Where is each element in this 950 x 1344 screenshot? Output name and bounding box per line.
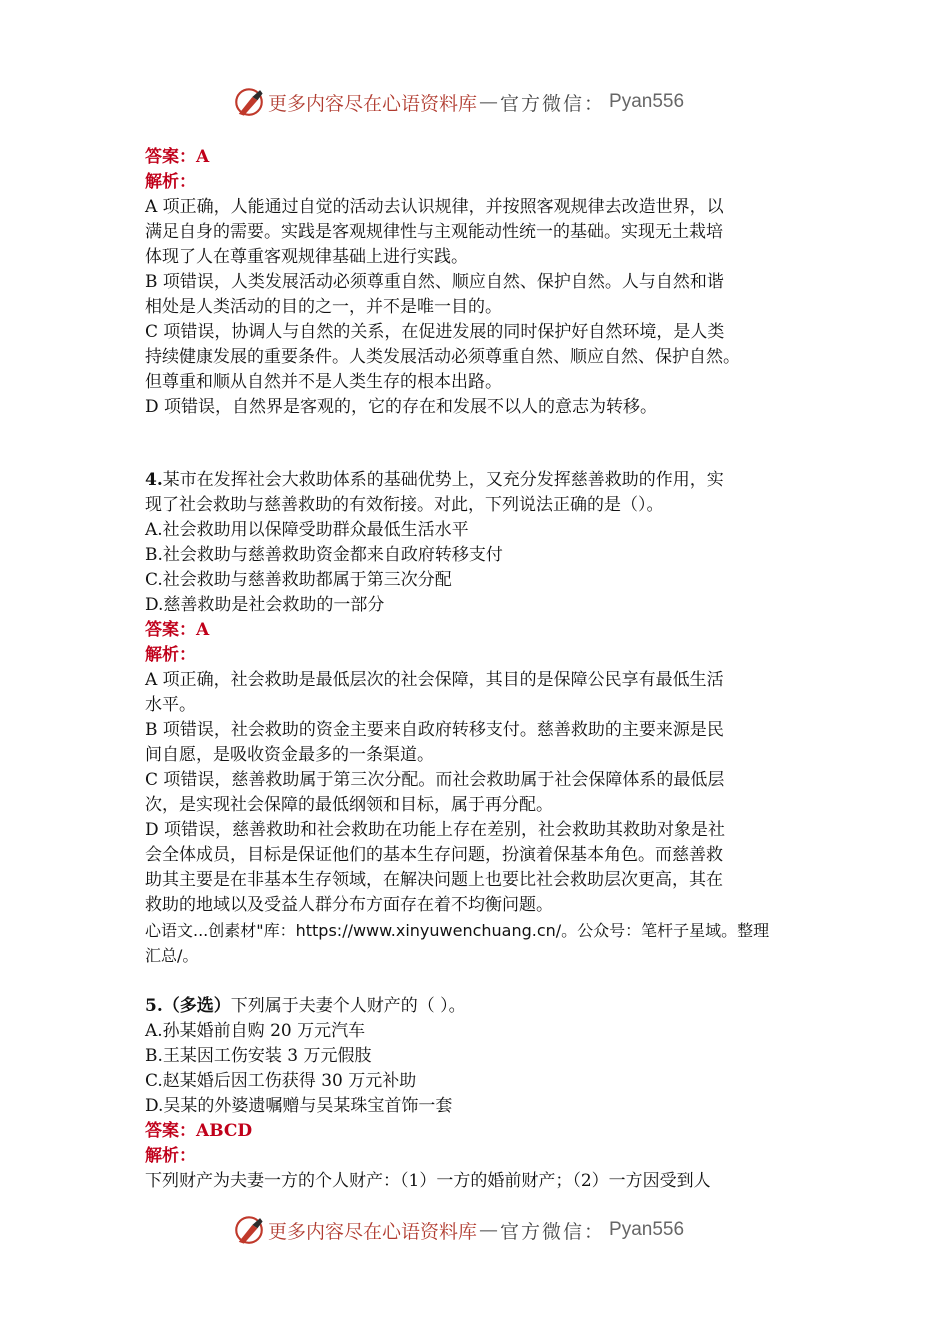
q5-analysis-line: 下列财产为夫妻一方的个人财产：（1）一方的婚前财产；（2）一方因受到人 — [145, 1171, 711, 1191]
q4-analysis-line: 水平。 — [145, 695, 196, 715]
q3-analysis-line: 满足自身的需要。实践是客观规律性与主观能动性统一的基础。实现无土栽培 — [145, 222, 723, 242]
document-body — [145, 145, 810, 1194]
banner-slogan: 更多内容尽在心语资料库 — [268, 1220, 478, 1243]
q5-option-d: D.吴某的外婆遗嘱赠与吴某珠宝首饰一套 — [145, 1096, 453, 1116]
banner-colon: ： — [584, 92, 604, 115]
banner-wechat-label: 官方微信 — [500, 1220, 585, 1243]
q4-analysis-line: 会全体成员，目标是保证他们的基本生存问题，扮演着保基本角色。而慈善救 — [145, 845, 723, 865]
spacer — [145, 968, 810, 994]
q3-analysis-line: B 项错误，人类发展活动必须尊重自然、顺应自然、保护自然。人与自然和谐 — [145, 272, 724, 292]
q3-answer: 答案：A — [145, 147, 210, 167]
q4-stem-text: 某市在发挥社会大救助体系的基础优势上，又充分发挥慈善救助的作用，实 — [162, 470, 724, 490]
pen-nib-icon — [232, 85, 266, 119]
q4-analysis-line: 救助的地域以及受益人群分布方面存在着不均衡问题。 — [145, 895, 553, 915]
q4-analysis-line: 助其主要是在非基本生存领域，在解决问题上也要比社会救助层次更高，其在 — [145, 870, 723, 890]
q4-analysis-line: C 项错误，慈善救助属于第三次分配。而社会救助属于社会保障体系的最低层 — [145, 770, 725, 790]
q4-answer: 答案：A — [145, 620, 210, 640]
q3-analysis-label: 解析： — [145, 172, 196, 192]
q5-answer: 答案：ABCD — [145, 1121, 253, 1141]
banner-colon: ： — [584, 1220, 604, 1243]
q4-stem-line — [145, 468, 810, 493]
header-banner — [232, 84, 684, 120]
q4-option-b: B.社会救助与慈善救助资金都来自政府转移支付 — [145, 545, 503, 565]
banner-account: Pyan556 — [609, 91, 685, 112]
q4-analysis-line: 次，是实现社会保障的最低纲领和目标，属于再分配。 — [145, 795, 553, 815]
banner-account: Pyan556 — [609, 1219, 685, 1240]
q4-analysis-line: B 项错误，社会救助的资金主要来自政府转移支付。慈善救助的主要来源是民 — [145, 720, 724, 740]
q3-analysis-line: 但尊重和顺从自然并不是人类生存的根本出路。 — [145, 372, 502, 392]
banner-separator: — — [479, 1219, 499, 1241]
q4-number: 4. — [145, 470, 163, 490]
q4-stem-line: 现了社会救助与慈善救助的有效衔接。对此，下列说法正确的是（）。 — [145, 495, 664, 515]
spacer — [145, 420, 810, 468]
q4-option-c: C.社会救助与慈善救助都属于第三次分配 — [145, 570, 452, 590]
q5-stem-line — [145, 994, 810, 1019]
q4-option-d: D.慈善救助是社会救助的一部分 — [145, 595, 385, 615]
q5-option-a: A.孙某婚前自购 20 万元汽车 — [145, 1021, 366, 1041]
q5-stem-text: 下列属于夫妻个人财产的（ ）。 — [230, 996, 466, 1016]
footer-banner — [232, 1212, 684, 1248]
banner-wechat-label: 官方微信 — [500, 92, 585, 115]
q5-option-c: C.赵某婚后因工伤获得 30 万元补助 — [145, 1071, 417, 1091]
pen-nib-icon — [232, 1213, 266, 1247]
banner-separator: — — [479, 91, 499, 113]
q3-analysis-line: 体现了人在尊重客观规律基础上进行实践。 — [145, 247, 468, 267]
banner-slogan: 更多内容尽在心语资料库 — [268, 92, 478, 115]
q4-analysis-line: D 项错误，慈善救助和社会救助在功能上存在差别，社会救助其救助对象是社 — [145, 820, 726, 840]
q3-analysis-line: C 项错误，协调人与自然的关系，在促进发展的同时保护好自然环境，是人类 — [145, 322, 725, 342]
q3-analysis-line: D 项错误，自然界是客观的，它的存在和发展不以人的意志为转移。 — [145, 397, 658, 417]
q4-option-a: A.社会救助用以保障受助群众最低生活水平 — [145, 520, 469, 540]
q4-analysis-line: 间自愿，是吸收资金最多的一条渠道。 — [145, 745, 434, 765]
q4-analysis-label: 解析： — [145, 645, 196, 665]
q5-option-b: B.王某因工伤安装 3 万元假肢 — [145, 1046, 372, 1066]
q5-analysis-label: 解析： — [145, 1146, 196, 1166]
q3-analysis-line: 持续健康发展的重要条件。人类发展活动必须尊重自然、顺应自然、保护自然。 — [145, 347, 740, 367]
source-note-line: 心语文...创素材"库：https://www.xinyuwenchuang.cn/。公众号：笔杆子星域。整理 — [145, 921, 770, 940]
source-note-line: 汇总/。 — [145, 946, 199, 965]
q3-analysis-line: 相处是人类活动的目的之一，并不是唯一目的。 — [145, 297, 502, 317]
q5-number: 5.（多选） — [145, 996, 231, 1016]
q4-analysis-line: A 项正确，社会救助是最低层次的社会保障，其目的是保障公民享有最低生活 — [145, 670, 724, 690]
q3-analysis-line: A 项正确，人能通过自觉的活动去认识规律，并按照客观规律去改造世界，以 — [145, 197, 724, 217]
